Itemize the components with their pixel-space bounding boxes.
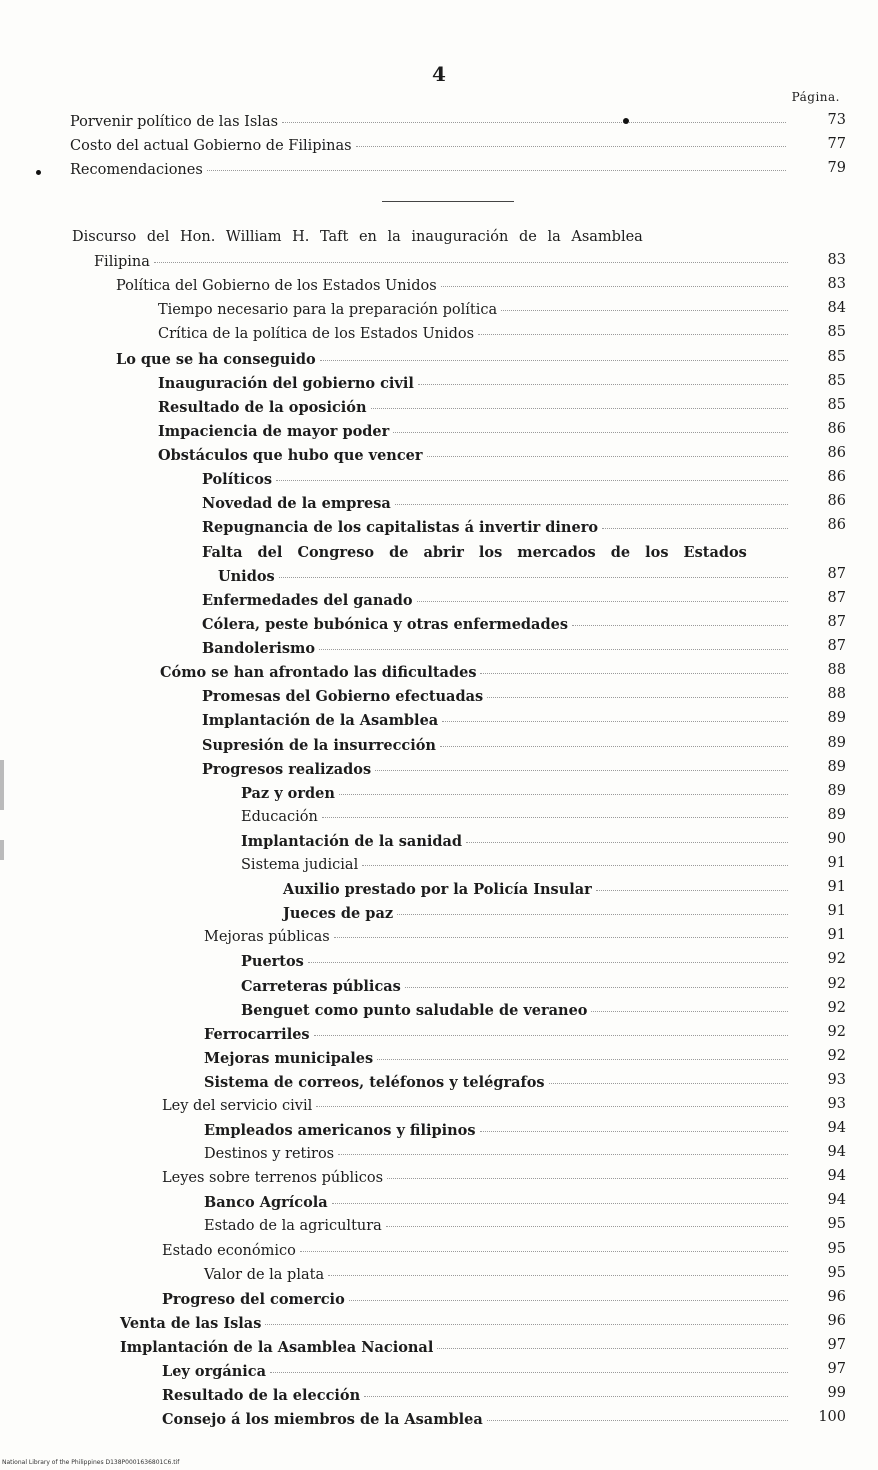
leader-dots — [154, 262, 788, 263]
toc-entry-title: Sistema judicial — [241, 857, 359, 873]
leader-dots — [395, 504, 788, 505]
leader-dots — [349, 1300, 788, 1301]
leader-dots — [478, 334, 788, 335]
toc-entry-title: Estado económico — [162, 1243, 296, 1259]
toc-entry — [202, 519, 792, 541]
toc-entry-title: Ley orgánica — [162, 1363, 267, 1380]
toc-page-number: 88 — [827, 662, 846, 678]
leader-dots — [375, 770, 788, 771]
toc-entry — [202, 712, 792, 734]
toc-entry — [204, 1194, 792, 1216]
leader-dots — [300, 1251, 788, 1252]
toc-entry — [162, 1411, 792, 1433]
toc-entry-title: Crítica de la política de los Estados Unidos — [158, 326, 475, 342]
toc-entry-title: Paz y orden — [241, 785, 335, 802]
toc-page-number: 92 — [827, 1024, 846, 1040]
leader-dots — [441, 286, 788, 287]
leader-dots — [602, 528, 788, 529]
toc-entry — [241, 857, 792, 879]
toc-page-number: 89 — [827, 807, 846, 823]
toc-entry — [158, 302, 792, 324]
toc-page-number: 97 — [827, 1337, 846, 1353]
toc-entry — [158, 423, 792, 445]
toc-page-number: 77 — [827, 136, 846, 152]
toc-entry — [202, 495, 792, 517]
toc-entry — [204, 1218, 792, 1240]
toc-entry — [162, 1243, 792, 1265]
toc-entry — [160, 664, 792, 686]
toc-entry — [218, 568, 792, 590]
toc-page-number: 96 — [827, 1313, 846, 1329]
leader-dots — [591, 1011, 788, 1012]
toc-entry — [241, 1002, 792, 1024]
leader-dots — [480, 1131, 789, 1132]
leader-dots — [418, 384, 788, 385]
leader-dots — [332, 1203, 788, 1204]
toc-entry-title: Estado de la agricultura — [204, 1218, 382, 1234]
leader-dots — [276, 480, 788, 481]
leader-dots — [377, 1059, 788, 1060]
leader-dots — [356, 146, 786, 147]
toc-page-number: 89 — [827, 735, 846, 751]
leader-dots — [487, 1420, 788, 1421]
toc-page-number: 83 — [827, 276, 846, 292]
toc-page-number: 86 — [827, 469, 846, 485]
leader-dots — [320, 360, 788, 361]
toc-page-number: 91 — [827, 903, 846, 919]
toc-entry-title: Supresión de la insurrección — [202, 737, 436, 754]
toc-entry-title: Promesas del Gobierno efectuadas — [202, 688, 484, 705]
toc-entry-title: Carreteras públicas — [241, 978, 401, 995]
toc-entry — [162, 1098, 792, 1120]
toc-entry — [120, 1339, 792, 1361]
toc-entry-title: Impaciencia de mayor poder — [158, 423, 390, 440]
toc-page-number: 90 — [827, 831, 846, 847]
toc-entry — [202, 471, 792, 493]
toc-page-number: 93 — [827, 1072, 846, 1088]
toc-page-number: 87 — [827, 638, 846, 654]
leader-dots — [316, 1106, 788, 1107]
leader-dots — [596, 890, 788, 891]
toc-page-number: 91 — [827, 855, 846, 871]
toc-entry-title: Filipina — [94, 254, 150, 270]
leader-dots — [572, 625, 788, 626]
toc-entry-title: Novedad de la empresa — [202, 495, 391, 512]
toc-entry — [204, 1050, 792, 1072]
toc-page-number: 94 — [827, 1192, 846, 1208]
toc-entry-title: Resultado de la oposición — [158, 399, 367, 416]
leader-dots — [339, 794, 788, 795]
toc-page-number: 89 — [827, 759, 846, 775]
toc-page-number: 87 — [827, 590, 846, 606]
leader-dots — [405, 987, 788, 988]
toc-entry-title: Valor de la plata — [204, 1267, 325, 1283]
toc-entry — [158, 447, 792, 469]
toc-entry — [283, 881, 792, 903]
toc-entry-title: Venta de las Islas — [120, 1315, 262, 1332]
toc-entry — [116, 351, 792, 373]
toc-page-number: 89 — [827, 783, 846, 799]
toc-entry-title: Implantación de la Asamblea — [202, 712, 439, 729]
toc-entry-title: Ley del servicio civil — [162, 1098, 313, 1114]
toc-entry-title: Unidos — [218, 568, 275, 585]
footer-caption: National Library of the Philippines D138P0001636801C6.tif — [2, 1459, 180, 1466]
toc-page-number: 94 — [827, 1144, 846, 1160]
toc-entry-title: Mejoras municipales — [204, 1050, 374, 1067]
toc-entry — [241, 833, 792, 855]
leader-dots — [393, 432, 788, 433]
toc-entry-title: Auxilio prestado por la Policía Insular — [283, 881, 592, 898]
toc-entry-title: Ferrocarriles — [204, 1026, 310, 1043]
page-edge-mark — [0, 840, 4, 860]
toc-entry-title: Porvenir político de las Islas — [70, 114, 279, 130]
toc-entry-title: Leyes sobre terrenos públicos — [162, 1170, 384, 1186]
leader-dots — [386, 1226, 788, 1227]
toc-entry — [158, 375, 792, 397]
leader-dots — [334, 937, 788, 938]
toc-entry-title: Repugnancia de los capitalistas á invertir dinero — [202, 519, 599, 536]
leader-dots — [328, 1275, 788, 1276]
toc-page-number: 88 — [827, 686, 846, 702]
toc-entry — [70, 114, 790, 136]
toc-page-number: 86 — [827, 445, 846, 461]
toc-page-number: 89 — [827, 710, 846, 726]
column-header-pagina: Página. — [791, 90, 840, 104]
leader-dots — [480, 673, 788, 674]
toc-entry-title: Benguet como punto saludable de veraneo — [241, 1002, 588, 1019]
leader-dots — [270, 1372, 788, 1373]
toc-entry — [116, 278, 792, 300]
leader-dots — [549, 1083, 788, 1084]
leader-dots — [364, 1396, 788, 1397]
toc-page-number: 95 — [827, 1241, 846, 1257]
leader-dots — [282, 122, 786, 123]
toc-entry-title: Enfermedades del ganado — [202, 592, 413, 609]
toc-page-number: 85 — [827, 349, 846, 365]
toc-entry-title: Implantación de la Asamblea Nacional — [120, 1339, 434, 1356]
toc-page-number: 86 — [827, 493, 846, 509]
leader-dots — [387, 1178, 788, 1179]
toc-entry — [120, 1315, 792, 1337]
toc-entry — [204, 1267, 792, 1289]
toc-page-number: 92 — [827, 976, 846, 992]
toc-entry-title: Política del Gobierno de los Estados Unidos — [116, 278, 437, 294]
leader-dots — [322, 817, 788, 818]
leader-dots — [442, 721, 788, 722]
toc-entry-title: Bandolerismo — [202, 640, 316, 657]
toc-entry — [158, 326, 792, 348]
toc-entry — [202, 688, 792, 710]
leader-dots — [338, 1154, 788, 1155]
toc-page-number: 85 — [827, 397, 846, 413]
toc-page-number: 92 — [827, 1048, 846, 1064]
toc-entry — [204, 1122, 792, 1144]
discurso-heading: Discurso del Hon. William H. Taft en la inauguración de la Asamblea — [72, 229, 643, 245]
toc-entry — [94, 254, 792, 276]
toc-page-number: 86 — [827, 421, 846, 437]
leader-dots — [207, 170, 786, 171]
toc-entry-title: Jueces de paz — [283, 905, 394, 922]
leader-dots — [501, 310, 788, 311]
toc-page-number: 99 — [827, 1385, 846, 1401]
page-number: 4 — [432, 62, 446, 86]
toc-entry-title: Obstáculos que hubo que vencer — [158, 447, 423, 464]
falta-line: Falta del Congreso de abrir los mercados de los Estados — [202, 544, 747, 561]
leader-dots — [314, 1035, 788, 1036]
toc-page-number: 73 — [827, 112, 846, 128]
toc-entry-title: Banco Agrícola — [204, 1194, 328, 1211]
toc-entry-title: Recomendaciones — [70, 162, 203, 178]
leader-dots — [417, 601, 788, 602]
toc-page-number: 95 — [827, 1265, 846, 1281]
section-rule — [382, 201, 514, 202]
toc-page-number: 86 — [827, 517, 846, 533]
toc-page-number: 93 — [827, 1096, 846, 1112]
toc-page-number: 92 — [827, 951, 846, 967]
ink-spot — [623, 118, 629, 124]
toc-entry-title: Costo del actual Gobierno de Filipinas — [70, 138, 352, 154]
toc-entry — [202, 737, 792, 759]
toc-entry — [241, 785, 792, 807]
toc-entry-title: Cómo se han afrontado las dificultades — [160, 664, 477, 681]
toc-page-number: 83 — [827, 252, 846, 268]
toc-entry — [204, 1026, 792, 1048]
toc-entry — [283, 905, 792, 927]
toc-entry — [162, 1363, 792, 1385]
leader-dots — [487, 697, 788, 698]
toc-entry-title: Empleados americanos y filipinos — [204, 1122, 476, 1139]
toc-entry-title: Sistema de correos, teléfonos y telégrafos — [204, 1074, 545, 1091]
toc-entry — [202, 640, 792, 662]
leader-dots — [308, 962, 788, 963]
leader-dots — [427, 456, 788, 457]
toc-entry — [202, 592, 792, 614]
ink-spot — [36, 170, 41, 175]
toc-page-number: 85 — [827, 324, 846, 340]
leader-dots — [319, 649, 788, 650]
toc-entry-title: Consejo á los miembros de la Asamblea — [162, 1411, 483, 1428]
toc-page-number: 91 — [827, 927, 846, 943]
toc-entry-title: Cólera, peste bubónica y otras enfermedades — [202, 616, 568, 633]
toc-page-number: 84 — [827, 300, 846, 316]
toc-entry — [158, 399, 792, 421]
toc-entry-title: Destinos y retiros — [204, 1146, 335, 1162]
toc-entry-title: Educación — [241, 809, 318, 825]
toc-entry-title: Lo que se ha conseguido — [116, 351, 316, 368]
toc-entry — [70, 138, 790, 160]
toc-page-number: 100 — [818, 1409, 846, 1425]
toc-page-number: 91 — [827, 879, 846, 895]
toc-entry — [204, 1146, 792, 1168]
toc-entry — [241, 978, 792, 1000]
toc-page-number: 94 — [827, 1168, 846, 1184]
toc-entry — [162, 1170, 792, 1192]
leader-dots — [397, 914, 788, 915]
toc-entry-title: Puertos — [241, 953, 304, 970]
leader-dots — [437, 1348, 788, 1349]
toc-entry — [162, 1291, 792, 1313]
toc-entry — [204, 1074, 792, 1096]
toc-entry — [204, 929, 792, 951]
toc-entry — [70, 162, 790, 184]
toc-page-number: 96 — [827, 1289, 846, 1305]
toc-page-number: 92 — [827, 1000, 846, 1016]
toc-page-number: 87 — [827, 566, 846, 582]
toc-page-number: 87 — [827, 614, 846, 630]
leader-dots — [440, 746, 788, 747]
leader-dots — [371, 408, 788, 409]
toc-page-number: 97 — [827, 1361, 846, 1377]
leader-dots — [362, 865, 788, 866]
toc-entry-title: Inauguración del gobierno civil — [158, 375, 414, 392]
toc-entry-title: Mejoras públicas — [204, 929, 330, 945]
toc-page-number: 95 — [827, 1216, 846, 1232]
toc-entry-title: Progreso del comercio — [162, 1291, 345, 1308]
toc-entry — [162, 1387, 792, 1409]
toc-entry — [202, 761, 792, 783]
page-edge-mark — [0, 760, 4, 810]
toc-page-number: 79 — [827, 160, 846, 176]
leader-dots — [466, 842, 788, 843]
toc-page-number: 94 — [827, 1120, 846, 1136]
toc-page-number: 85 — [827, 373, 846, 389]
toc-entry — [241, 953, 792, 975]
leader-dots — [265, 1324, 788, 1325]
toc-entry-title: Tiempo necesario para la preparación política — [158, 302, 498, 318]
toc-entry-title: Implantación de la sanidad — [241, 833, 463, 850]
toc-entry — [241, 809, 792, 831]
toc-entry-title: Resultado de la elección — [162, 1387, 361, 1404]
toc-entry — [202, 616, 792, 638]
toc-entry-title: Progresos realizados — [202, 761, 372, 778]
leader-dots — [279, 577, 788, 578]
toc-entry-title: Políticos — [202, 471, 273, 488]
